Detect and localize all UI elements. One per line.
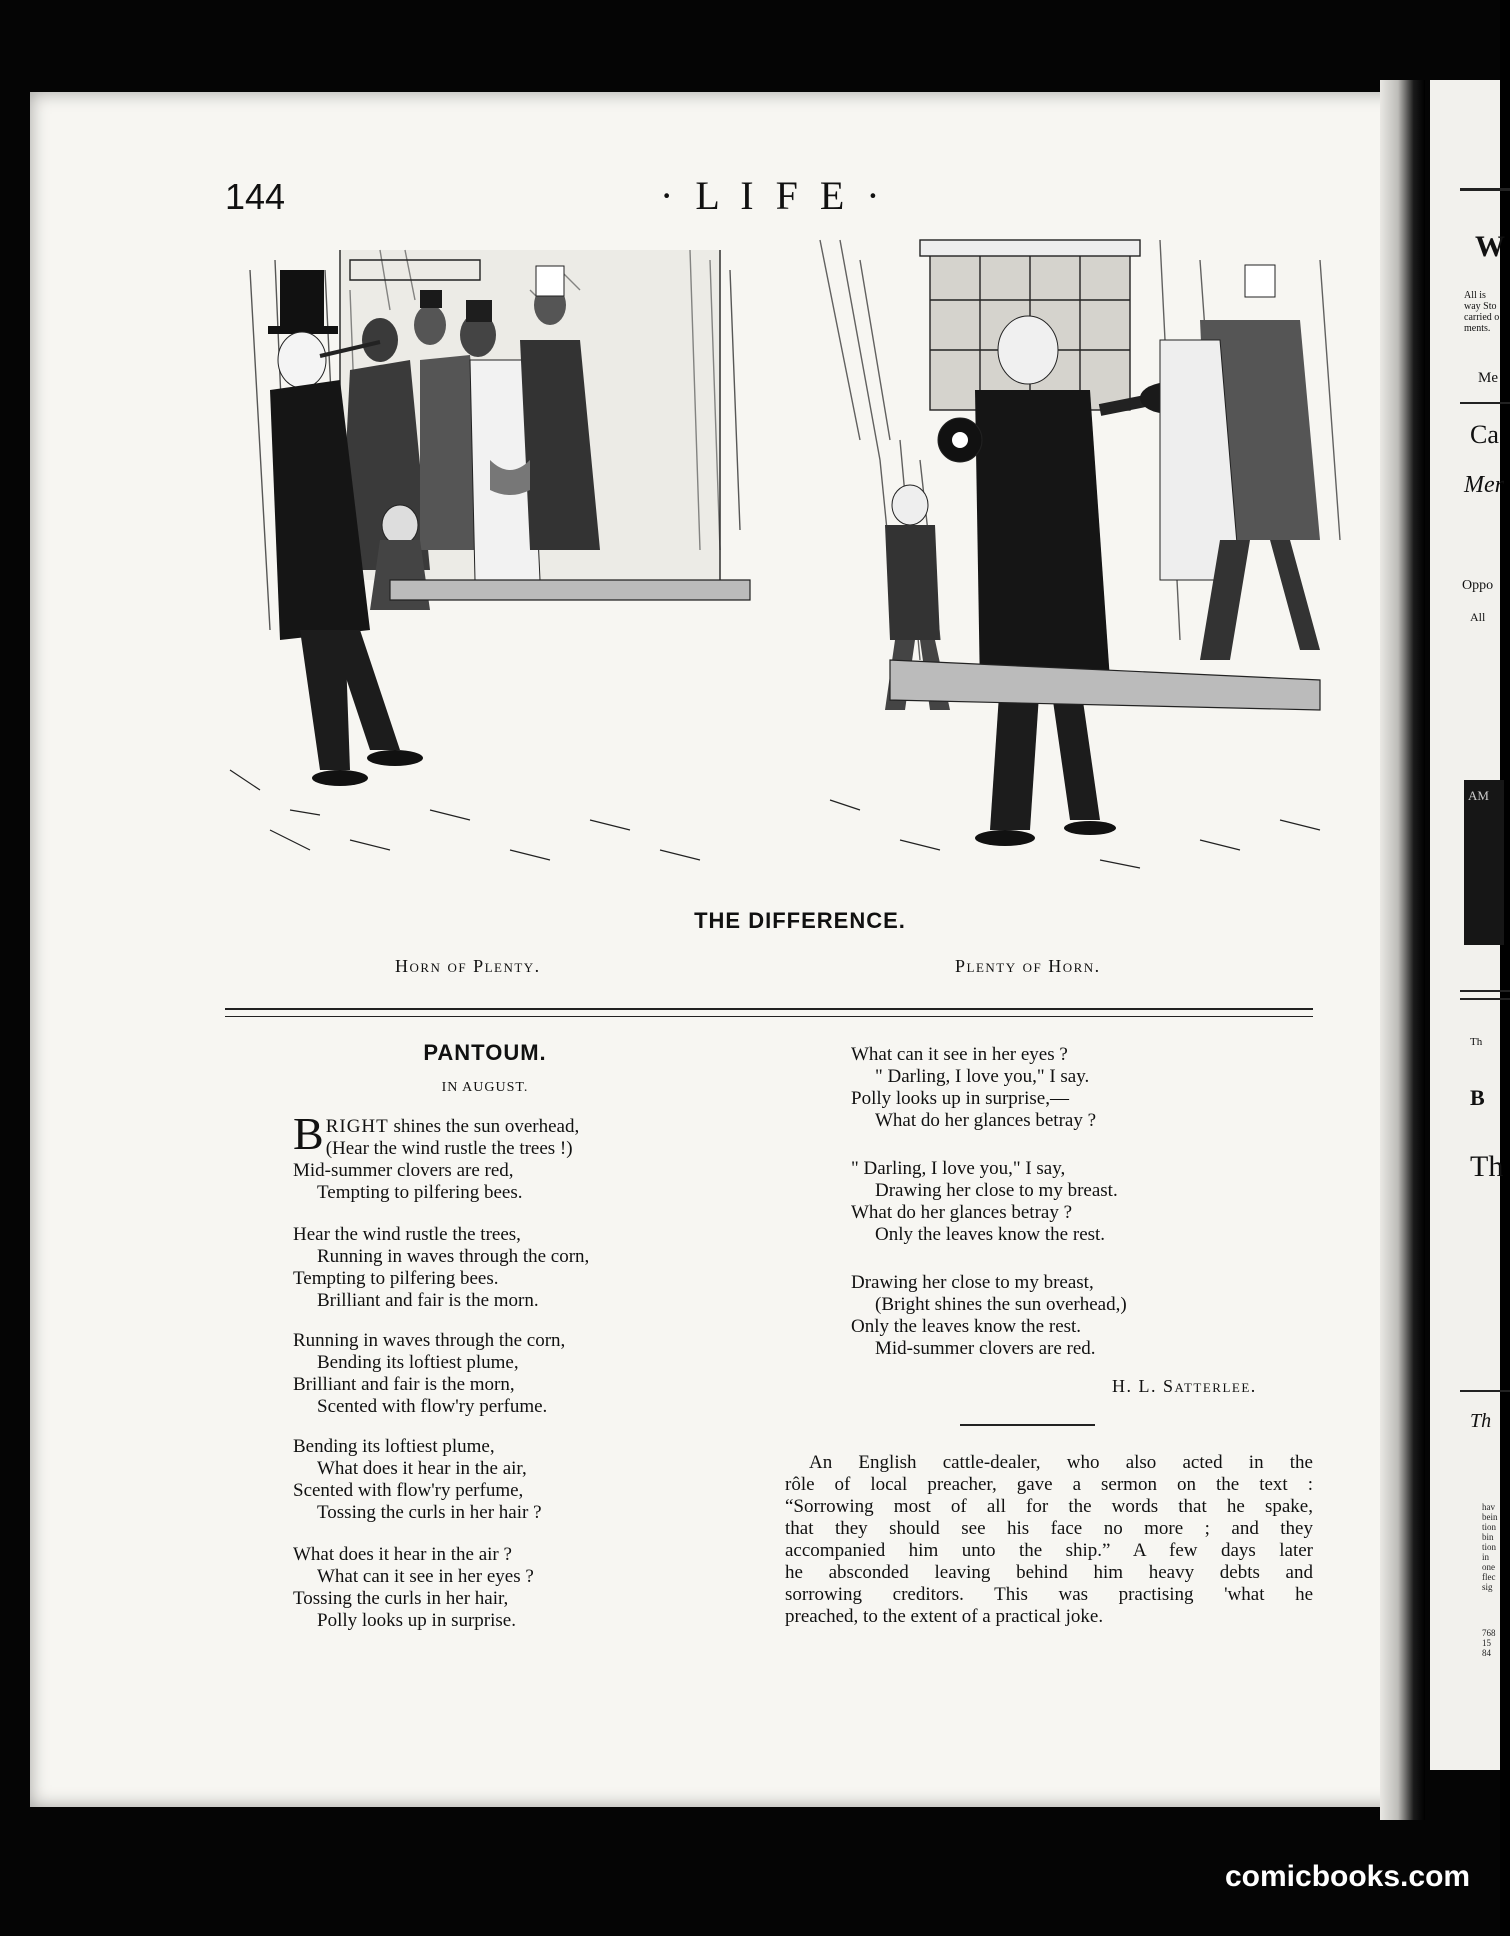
poem-title: PANTOUM. [423, 1040, 547, 1065]
poem-stanza-6 [851, 1044, 1096, 1132]
page-number: 144 [225, 176, 286, 217]
caption-right: Plenty of Horn. [955, 956, 1101, 976]
adjacent-text: ments. [1464, 323, 1491, 334]
caption-left: Horn of Plenty. [395, 956, 541, 976]
adjacent-text: W [1475, 230, 1505, 263]
prose-line: accompanied him unto the ship.” A few days later [785, 1540, 1313, 1561]
adjacent-text: 768 [1482, 1628, 1496, 1638]
top-hat [280, 270, 324, 330]
poem-line: Tossing the curls in her hair, [293, 1588, 509, 1609]
adjacent-text: way Sto [1464, 301, 1497, 312]
poem-line: What do her glances betray ? [875, 1110, 1097, 1131]
section-divider-short [960, 1424, 1095, 1426]
poem-subtitle: IN AUGUST. [441, 1080, 529, 1095]
poem-line: (Bright shines the sun overhead,) [875, 1294, 1127, 1315]
poem-line: What can it see in her eyes ? [851, 1044, 1068, 1065]
poem-line: What does it hear in the air ? [293, 1544, 512, 1565]
poem-line: Hear the wind rustle the trees, [293, 1224, 521, 1245]
poem-line: What can it see in her eyes ? [317, 1566, 534, 1587]
adjacent-text: 15 [1482, 1638, 1491, 1648]
section-divider [225, 1008, 1313, 1017]
poem-line: Polly looks up in surprise. [317, 1610, 516, 1631]
adjacent-dark-advert [1464, 780, 1504, 945]
prose-line: sorrowing creditors. This was practising 'what he [785, 1584, 1313, 1605]
adjacent-text: flec [1482, 1572, 1496, 1582]
poem-line: Tossing the curls in her hair ? [317, 1502, 542, 1523]
poem-line: " Darling, I love you," I say, [851, 1158, 1066, 1179]
poem-line: Mid-summer clovers are red, [293, 1160, 514, 1181]
poem-line: Only the leaves know the rest. [851, 1316, 1082, 1337]
poem-line: Tempting to pilfering bees. [317, 1182, 523, 1203]
first-word-caps: RIGHT [325, 1116, 389, 1137]
poem-line: Running in waves through the corn, [317, 1246, 590, 1267]
poem-line: Scented with flow'ry perfume. [317, 1396, 548, 1417]
adjacent-text: carried o [1464, 312, 1500, 323]
poem-line: " Darling, I love you," I say. [875, 1066, 1090, 1087]
poem-line: Brilliant and fair is the morn. [317, 1290, 539, 1311]
first-line-rest: shines the sun overhead, [388, 1116, 580, 1137]
cartoon-illustration-horn-of-plenty [230, 250, 750, 870]
anecdote-paragraph [785, 1452, 1313, 1628]
adjacent-text: 84 [1482, 1648, 1491, 1658]
poem-stanza-4 [293, 1436, 542, 1524]
adjacent-text: tion [1482, 1522, 1497, 1532]
poem-line: Polly looks up in surprise,— [851, 1088, 1069, 1109]
masthead-title: · L I F E · [660, 173, 886, 218]
poem-author: H. L. Satterlee. [1112, 1376, 1257, 1396]
adjacent-text: AM [1468, 788, 1489, 803]
poem-line: Tempting to pilfering bees. [293, 1268, 499, 1289]
poem-stanza-2 [293, 1224, 589, 1312]
adjacent-rule [1460, 990, 1510, 992]
adjacent-text: sig [1482, 1582, 1493, 1592]
prose-line: “Sorrowing most of all for the words that he spake, [785, 1496, 1313, 1517]
adjacent-text: one [1482, 1562, 1495, 1572]
adjacent-rule [1460, 402, 1510, 404]
poem-line: Drawing her close to my breast. [875, 1180, 1118, 1201]
poem-line: Scented with flow'ry perfume, [293, 1480, 524, 1501]
adjacent-rule [1460, 998, 1510, 1000]
adjacent-text: bin [1482, 1532, 1494, 1542]
poem-stanza-8 [851, 1272, 1127, 1360]
adjacent-rule [1460, 188, 1510, 191]
adjacent-text: Me [1478, 370, 1498, 386]
page-gutter [1380, 80, 1425, 1820]
drop-cap: B [293, 1108, 324, 1159]
adjacent-text: B [1470, 1085, 1485, 1110]
prose-line: rôle of local preacher, gave a sermon on the text : [785, 1474, 1313, 1495]
site-watermark: comicbooks.com [1225, 1860, 1471, 1893]
adjacent-text: All is [1464, 290, 1486, 301]
adjacent-text: Oppo [1462, 578, 1494, 593]
poem-stanza-1 [293, 1108, 580, 1204]
prose-line: An English cattle-dealer, who also acted in the [809, 1452, 1313, 1473]
adjacent-rule [1460, 1390, 1510, 1392]
poem-stanza-7 [851, 1158, 1118, 1246]
prose-line: that they should see his face no more ; and they [785, 1518, 1313, 1539]
poem-line: Running in waves through the corn, [293, 1330, 566, 1351]
prose-line: preached, to the extent of a practical joke. [785, 1606, 1104, 1627]
adjacent-text: Th [1470, 1036, 1483, 1048]
cartoon-title: THE DIFFERENCE. [694, 908, 906, 933]
prose-line: he absconded leaving behind him heavy debts and [785, 1562, 1313, 1583]
poem-stanza-5 [293, 1544, 534, 1632]
adjacent-text: hav [1482, 1502, 1495, 1512]
adjacent-text: bein [1482, 1512, 1498, 1522]
adjacent-text: Ca [1470, 420, 1499, 449]
adjacent-text: All [1470, 610, 1486, 624]
couple-walking [1160, 265, 1320, 660]
poem-line: Brilliant and fair is the morn, [293, 1374, 515, 1395]
adjacent-text: tion [1482, 1542, 1497, 1552]
poem-line: What does it hear in the air, [317, 1458, 527, 1479]
poem-line: Only the leaves know the rest. [875, 1224, 1106, 1245]
poem-line: Mid-summer clovers are red. [875, 1338, 1096, 1359]
poem-line: (Hear the wind rustle the trees !) [325, 1138, 573, 1159]
poem-line: Bending its loftiest plume, [317, 1352, 519, 1373]
poem-line: What do her glances betray ? [851, 1202, 1073, 1223]
adjacent-text: in [1482, 1552, 1490, 1562]
adjacent-text: Mer [1464, 472, 1504, 498]
poem-line: Drawing her close to my breast, [851, 1272, 1094, 1293]
adjacent-text: Th [1470, 1410, 1492, 1432]
adjacent-text: Th [1470, 1150, 1504, 1183]
poem-line: Bending its loftiest plume, [293, 1436, 495, 1457]
poem-stanza-3 [293, 1330, 565, 1418]
cartoon-illustration-plenty-of-horn [800, 240, 1360, 880]
